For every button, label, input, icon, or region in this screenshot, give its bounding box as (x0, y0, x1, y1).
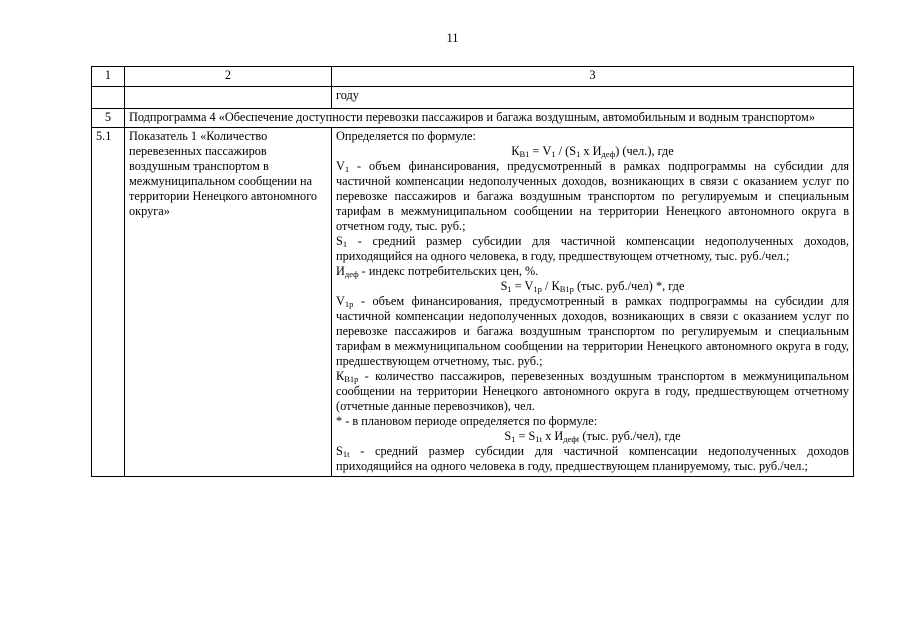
indicator-name: Показатель 1 «Количество перевезенных пассажиров воздушным транспортом в межмуниципальном сообщении на территории Ненецкого автономного округа» (125, 128, 332, 477)
header-cell-3: 3 (332, 67, 854, 87)
indicator-number: 5.1 (92, 128, 125, 477)
definition-v1p: $V_{1р}$ - объем финансирования, предусмотренный в рамках подпрограммы на субсидии для частичной компенсации недополученных доходов, возникающих в связи с оказанием услуг по перевозке пассажиров и багажа воздушным транспортом по регулируемым и специальным тарифам в межмуниципальном сообщении на территории Ненецкого автономного округа в году, предшествующем отчетному, тыс. руб.; (336, 294, 849, 368)
definition-s1: $S_1$ - средний размер субсидии для частичной компенсации недополученных доходов, приходящийся на одного человека, в году, предшествующем отчетному, тыс. руб./чел.; (336, 234, 849, 263)
planning-note: * - в плановом периоде определяется по формуле: (336, 414, 598, 428)
definition-idef: $И_{деф}$ - индекс потребительских цен, %. (336, 264, 539, 279)
continuation-cell-2 (125, 87, 332, 109)
indicator-table (91, 66, 854, 477)
indicator-row (92, 128, 854, 477)
continuation-cell-3: году (332, 87, 854, 109)
method-intro: Определяется по формуле: (336, 129, 476, 143)
subprogram-number: 5 (92, 109, 125, 128)
subprogram-title: Подпрограмма 4 «Обеспечение доступности перевозки пассажиров и багажа воздушным, автомобильным и водным транспортом» (125, 109, 854, 128)
definition-v1: $V_1$ - объем финансирования, предусмотренный в рамках подпрограммы на субсидии для частичной компенсации недополученных доходов, возникающих в связи с оказанием услуг по перевозке пассажиров и багажа воздушным транспортом по регулируемым и специальным тарифам в межмуниципальном сообщении на территории Ненецкого автономного округа в отчетном году, тыс. руб.; (336, 159, 849, 233)
page-number: 11 (446, 31, 459, 45)
formula-kv1: $К_{В1} = V_1 / (S_1$ х $И_{деф}$) (чел.), где (511, 144, 674, 159)
header-cell-1: 1 (92, 67, 125, 87)
table-header-row (92, 67, 854, 87)
definition-s1t: $S_{1t}$ - средний размер субсидии для частичной компенсации недополученных доходов приходящийся на одного человека в году, предшествующем планируемому, тыс. руб./чел.; (336, 444, 849, 473)
indicator-method (332, 128, 854, 477)
subprogram-row (92, 109, 854, 128)
header-cell-2: 2 (125, 67, 332, 87)
formula-s1-plan: $S_1 = S_{1t}$ х $И_{дефt}$ (тыс. руб./чел), где (504, 429, 681, 444)
definition-kv1p: $К_{В1р}$ - количество пассажиров, перевезенных воздушным транспортом в межмуниципальном сообщении на территории Ненецкого автономного округа в году, предшествующем отчетному (отчетные данные перевозчиков), чел. (336, 369, 849, 413)
formula-s1: $S_1 = V_{1р} / К_{В1р}$ (тыс. руб./чел) *, где (500, 279, 685, 294)
continuation-cell-1 (92, 87, 125, 109)
continuation-row (92, 87, 854, 109)
